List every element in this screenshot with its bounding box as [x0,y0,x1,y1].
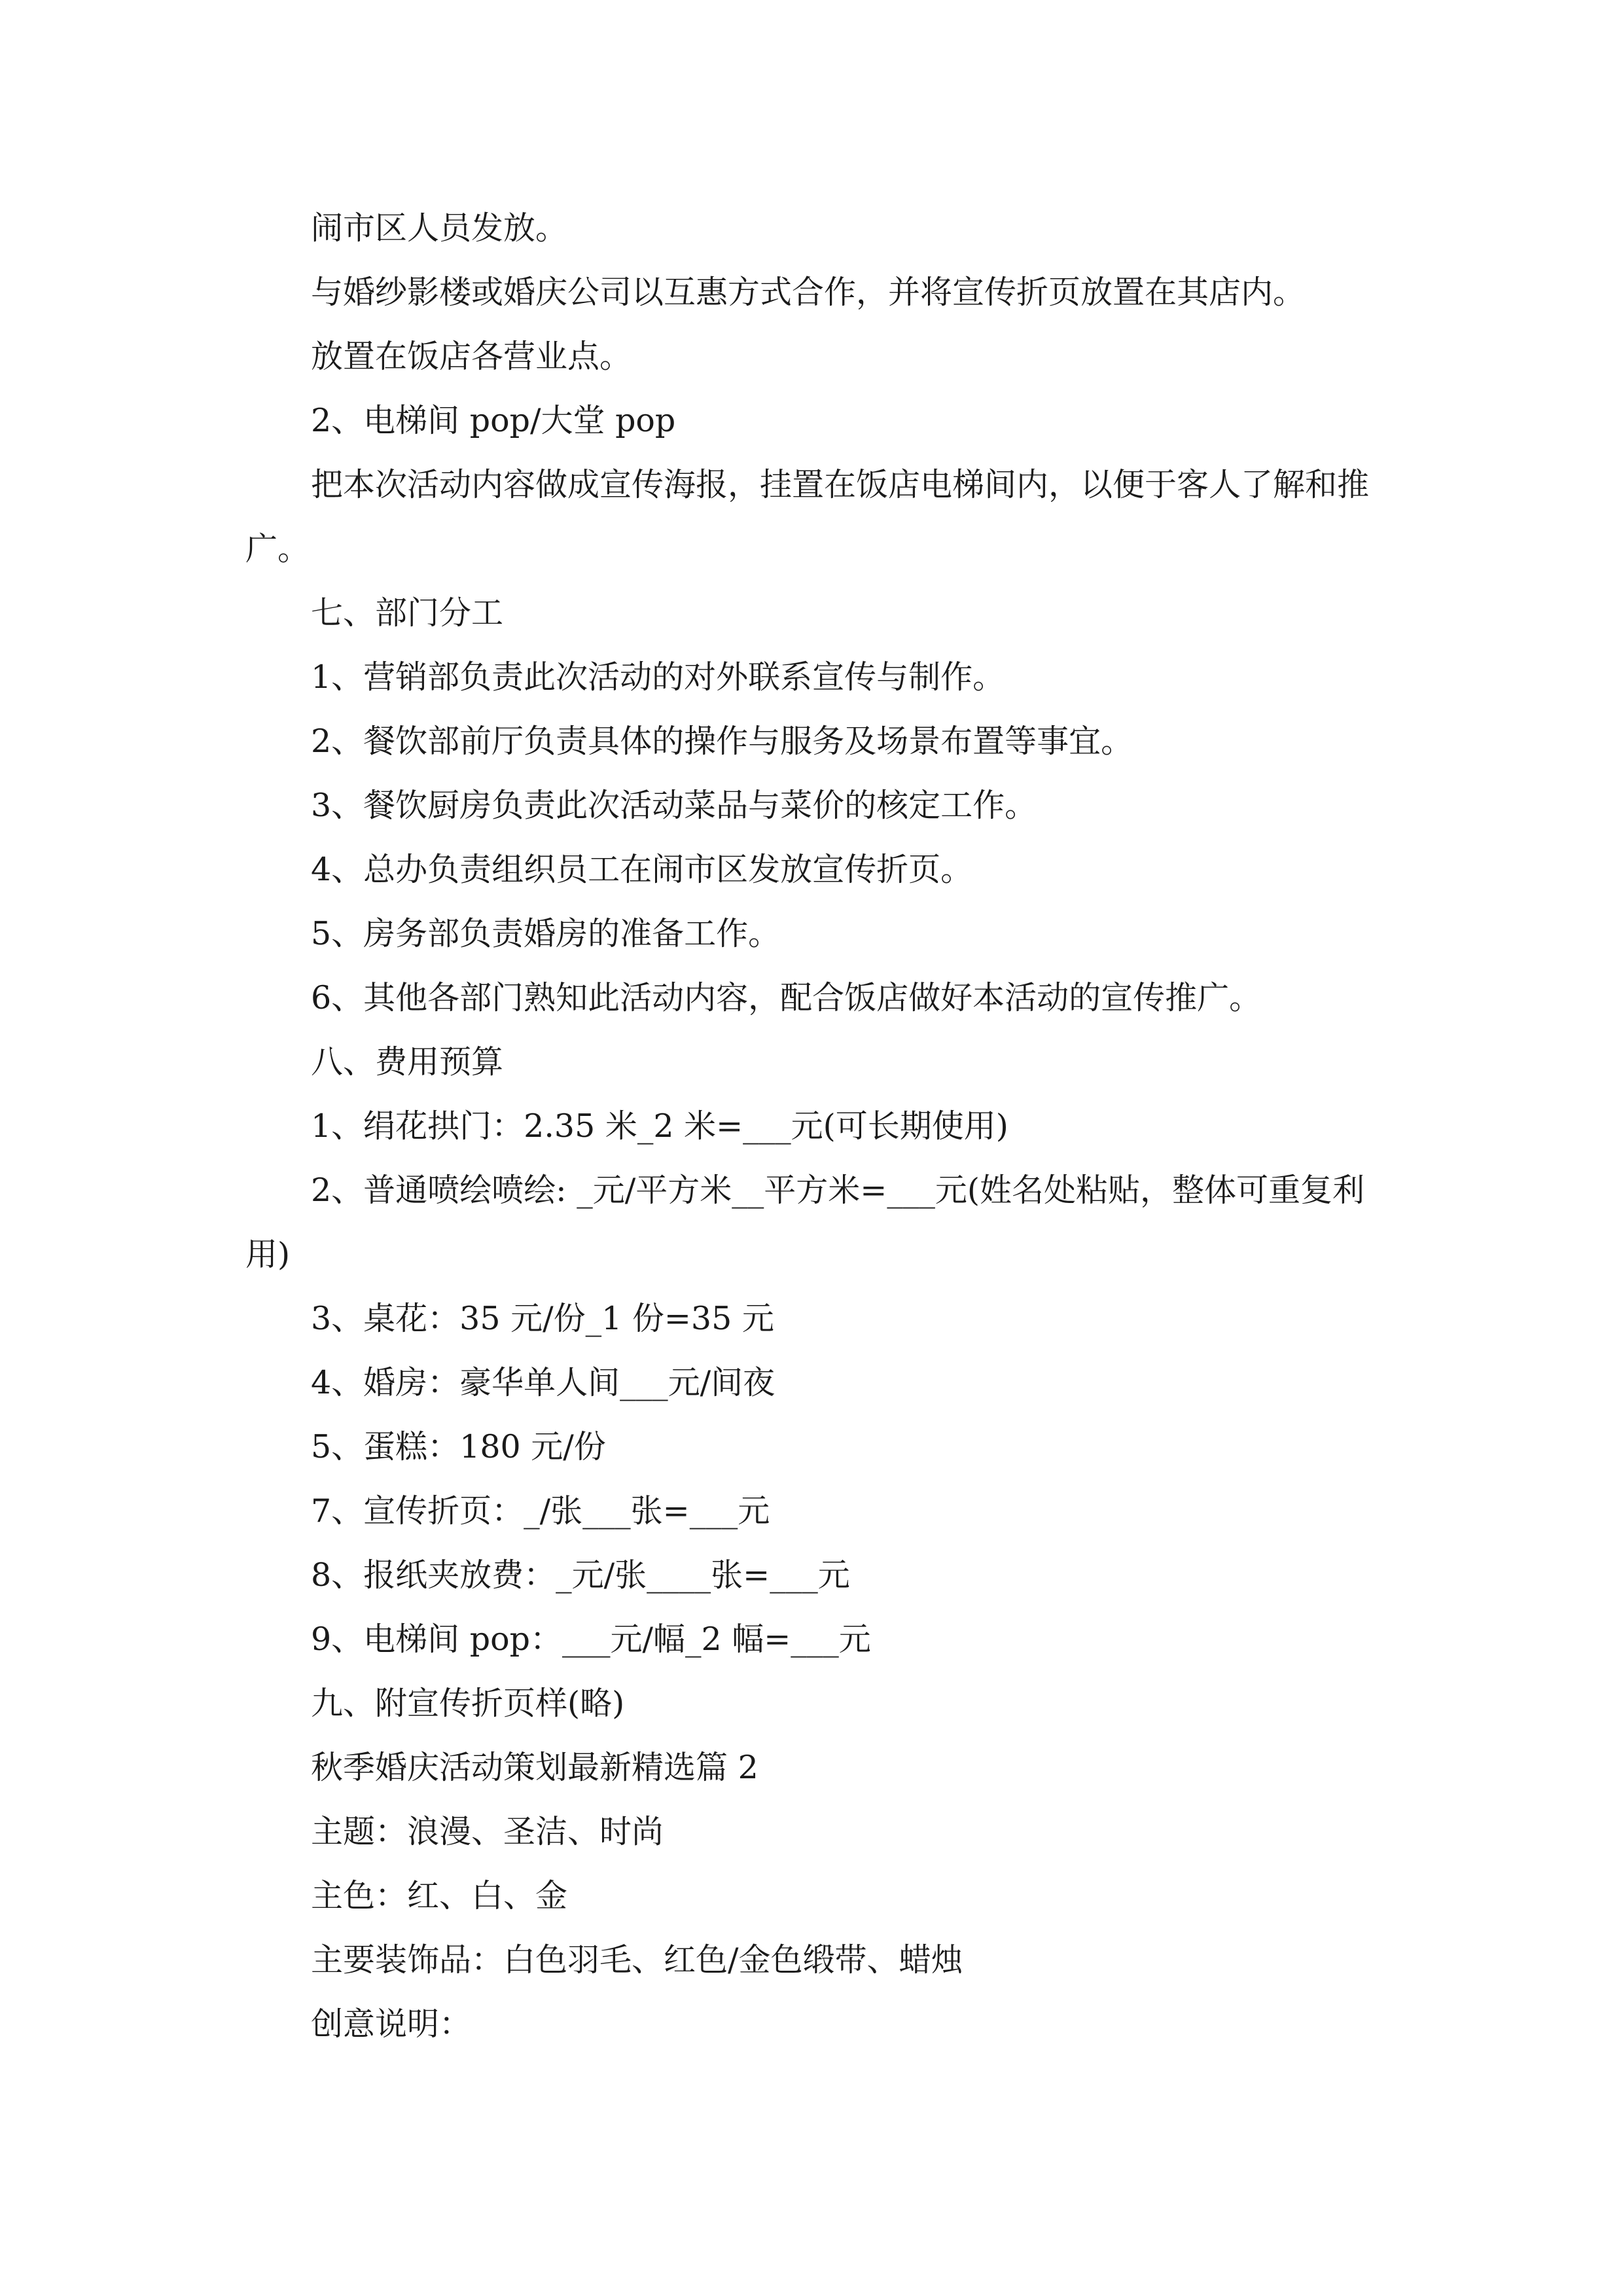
paragraph: 9、电梯间 pop：___元/幅_2 幅=___元 [311,1621,871,1658]
document-body [245,196,1378,2056]
paragraph: 创意说明： [311,2005,472,2043]
article-title: 秋季婚庆活动策划最新精选篇 2 [311,1749,758,1786]
paragraph: 放置在饭店各营业点。 [311,338,632,375]
paragraph: 主题：浪漫、圣洁、时尚 [311,1813,664,1850]
paragraph: 主色：红、白、金 [311,1877,568,1914]
paragraph: 4、总办负责组织员工在闹市区发放宣传折页。 [311,851,973,888]
paragraph: 3、餐饮厨房负责此次活动菜品与菜价的核定工作。 [311,787,1037,824]
paragraph: 2、餐饮部前厅负责具体的操作与服务及场景布置等事宜。 [311,723,1133,760]
paragraph: 7、宣传折页：_/张___张=___元 [311,1492,770,1530]
paragraph: 4、婚房：豪华单人间___元/间夜 [311,1364,776,1401]
paragraph: 闹市区人员发放。 [311,209,568,247]
paragraph: 3、桌花：35 元/份_1 份=35 元 [311,1300,774,1337]
paragraph: 6、其他各部门熟知此活动内容，配合饭店做好本活动的宣传推广。 [311,979,1262,1016]
paragraph: 5、蛋糕：180 元/份 [311,1428,606,1465]
paragraph: 5、房务部负责婚房的准备工作。 [311,915,781,952]
section-heading: 八、费用预算 [311,1043,504,1081]
paragraph: 8、报纸夹放费：_元/张____张=___元 [311,1556,850,1594]
section-heading: 九、附宣传折页样(略) [311,1685,625,1722]
paragraph: 1、营销部负责此次活动的对外联系宣传与制作。 [311,658,1005,696]
paragraph: 1、绢花拱门：2.35 米_2 米=___元(可长期使用) [311,1107,1008,1145]
paragraph: 2、普通喷绘喷绘: _元/平方米__平方米=___元(姓名处粘贴，整体可重复利用) [245,1172,1364,1273]
paragraph: 2、电梯间 pop/大堂 pop [311,402,676,439]
paragraph: 与婚纱影楼或婚庆公司以互惠方式合作，并将宣传折页放置在其店内。 [311,274,1306,311]
paragraph: 主要装饰品：白色羽毛、红色/金色缎带、蜡烛 [311,1941,963,1979]
section-heading: 七、部门分工 [311,594,504,632]
paragraph: 把本次活动内容做成宣传海报，挂置在饭店电梯间内，以便于客人了解和推广。 [245,466,1370,567]
